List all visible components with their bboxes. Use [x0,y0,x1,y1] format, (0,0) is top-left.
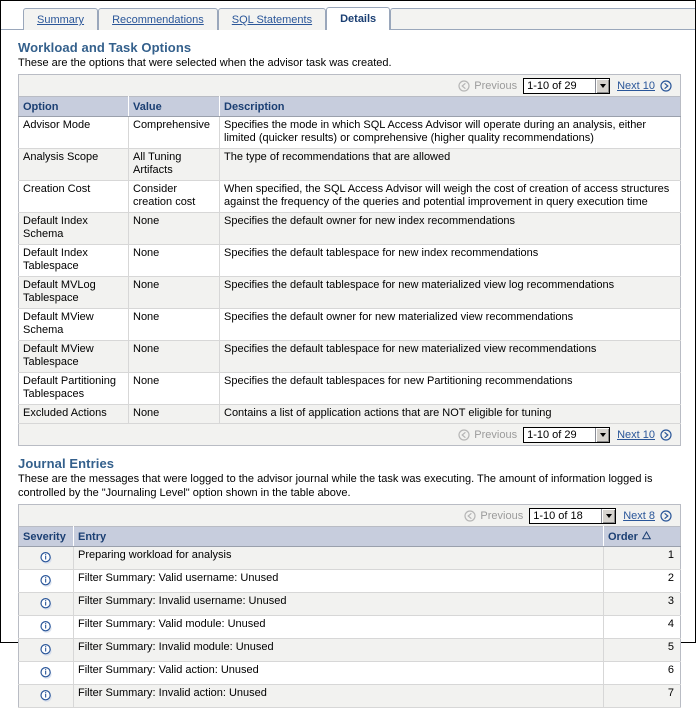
information-icon [38,619,54,635]
cell-value: None [129,277,220,309]
journal-pagination-top [18,504,681,526]
tab-details[interactable] [326,7,390,30]
table-row [19,149,681,181]
table-row [19,639,681,662]
journal-previous-label: Previous [480,509,524,522]
workload-options-table [18,96,681,424]
sort-ascending-triangle-icon [642,531,651,543]
workload-section-description: These are the options that were selected when the advisor task was created. [18,57,392,69]
workload-section-title: Workload and Task Options [18,40,192,55]
cell-value: None [129,245,220,277]
cell-entry: Filter Summary: Invalid action: Unused [74,685,604,708]
tab-sql-statements[interactable] [218,8,326,30]
page-content [1,40,695,708]
cell-option: Analysis Scope [19,149,129,181]
workload-next-button-top[interactable] [617,80,672,92]
table-row [19,277,681,309]
workload-range-value-bottom: 1-10 of 29 [527,428,577,441]
cell-severity [19,593,74,616]
table-row [19,341,681,373]
tab-bar-filler [390,8,695,30]
chevron-down-icon[interactable] [601,509,615,523]
column-header-order[interactable] [604,527,681,547]
cell-option: Advisor Mode [19,117,129,149]
cell-value: Comprehensive [129,117,220,149]
cell-value: None [129,341,220,373]
information-icon [38,642,54,658]
table-row [19,245,681,277]
cell-description: The type of recommendations that are allowed [220,149,681,181]
cell-order: 2 [604,570,681,593]
cell-severity [19,616,74,639]
cell-option: Default Partitioning Tablespaces [19,373,129,405]
table-row [19,373,681,405]
cell-order: 5 [604,639,681,662]
cell-option: Default MVLog Tablespace [19,277,129,309]
column-header-description[interactable]: Description [220,97,681,117]
workload-previous-label-top: Previous [474,79,518,92]
workload-previous-label-bottom: Previous [474,428,518,441]
cell-value: None [129,309,220,341]
workload-previous-button-bottom [458,429,517,441]
table-row [19,181,681,213]
cell-description: When specified, the SQL Access Advisor will weigh the cost of creation of access structures against the frequency of the queries and potential improvement in query execution time [220,181,681,213]
table-row [19,405,681,424]
previous-arrow-icon [464,510,476,522]
cell-entry: Filter Summary: Valid module: Unused [74,616,604,639]
workload-range-select-top[interactable] [523,78,610,94]
table-row [19,662,681,685]
next-arrow-icon [660,510,672,522]
table-row [19,117,681,149]
cell-entry: Filter Summary: Invalid module: Unused [74,639,604,662]
cell-order: 1 [604,547,681,570]
information-icon [38,550,54,566]
table-row [19,213,681,245]
table-header-row [19,527,681,547]
table-row [19,616,681,639]
cell-option: Default MView Tablespace [19,341,129,373]
previous-arrow-icon [458,429,470,441]
tab-recommendations-label: Recommendations [112,14,204,26]
information-icon [38,665,54,681]
table-row [19,685,681,708]
tab-summary-label: Summary [37,14,85,26]
cell-description: Specifies the default tablespace for new materialized view recommendations [220,341,681,373]
cell-value: Consider creation cost [129,181,220,213]
chevron-down-icon[interactable] [595,428,609,442]
tab-details-label: Details [340,13,377,25]
workload-previous-button-top [458,80,517,92]
workload-next-label-bottom: Next 10 [617,428,655,441]
column-header-option[interactable]: Option [19,97,129,117]
workload-pagination-top [18,74,681,96]
next-arrow-icon [660,429,672,441]
workload-options-body [19,117,681,424]
column-header-order-label: Order [608,530,638,543]
cell-entry: Filter Summary: Invalid username: Unused [74,593,604,616]
cell-entry: Filter Summary: Valid action: Unused [74,662,604,685]
workload-range-value-top: 1-10 of 29 [527,79,577,92]
journal-range-value: 1-10 of 18 [533,509,583,522]
tab-bar [1,1,695,30]
cell-value: None [129,213,220,245]
column-header-entry[interactable]: Entry [74,527,604,547]
cell-option: Creation Cost [19,181,129,213]
journal-range-select[interactable] [529,508,616,524]
cell-value: None [129,405,220,424]
cell-severity [19,662,74,685]
cell-description: Specifies the default owner for new index recommendations [220,213,681,245]
cell-order: 6 [604,662,681,685]
previous-arrow-icon [458,80,470,92]
information-icon [38,596,54,612]
table-row [19,547,681,570]
workload-next-button-bottom[interactable] [617,429,672,441]
cell-value: All Tuning Artifacts [129,149,220,181]
journal-section-title: Journal Entries [18,456,115,471]
table-row [19,593,681,616]
cell-description: Specifies the default tablespace for new index recommendations [220,245,681,277]
cell-description: Specifies the default tablespaces for new Partitioning recommendations [220,373,681,405]
table-row [19,309,681,341]
chevron-down-icon[interactable] [595,79,609,93]
journal-entries-table [18,526,681,708]
table-header-row [19,97,681,117]
next-arrow-icon [660,80,672,92]
tab-recommendations[interactable] [98,8,218,30]
cell-severity [19,570,74,593]
journal-previous-button [464,510,523,522]
journal-next-button[interactable] [623,510,672,522]
journal-entries-body [19,547,681,708]
cell-severity [19,547,74,570]
cell-order: 4 [604,616,681,639]
cell-order: 7 [604,685,681,708]
journal-section-description: These are the messages that were logged to the advisor journal while the task was executing. The amount of information logged is controlled by the "Journaling Level" option shown in the table above. [18,473,653,499]
workload-pagination-bottom [18,424,681,446]
cell-option: Default Index Schema [19,213,129,245]
column-header-value[interactable]: Value [129,97,220,117]
cell-severity [19,639,74,662]
tab-sql-statements-label: SQL Statements [231,14,313,26]
cell-description: Specifies the mode in which SQL Access Advisor will operate during an analysis, either limited (quicker results) or comprehensive (higher quality recommendations) [220,117,681,149]
journal-next-label: Next 8 [623,509,655,522]
tab-summary[interactable] [23,8,98,30]
table-row [19,570,681,593]
cell-option: Default Index Tablespace [19,245,129,277]
cell-value: None [129,373,220,405]
workload-next-label-top: Next 10 [617,79,655,92]
workload-range-select-bottom[interactable] [523,427,610,443]
cell-severity [19,685,74,708]
cell-description: Specifies the default tablespace for new materialized view log recommendations [220,277,681,309]
information-icon [38,688,54,704]
cell-entry: Preparing workload for analysis [74,547,604,570]
cell-option: Excluded Actions [19,405,129,424]
cell-option: Default MView Schema [19,309,129,341]
cell-description: Contains a list of application actions that are NOT eligible for tuning [220,405,681,424]
cell-description: Specifies the default owner for new materialized view recommendations [220,309,681,341]
cell-order: 3 [604,593,681,616]
column-header-severity[interactable]: Severity [19,527,74,547]
cell-entry: Filter Summary: Valid username: Unused [74,570,604,593]
information-icon [38,573,54,589]
